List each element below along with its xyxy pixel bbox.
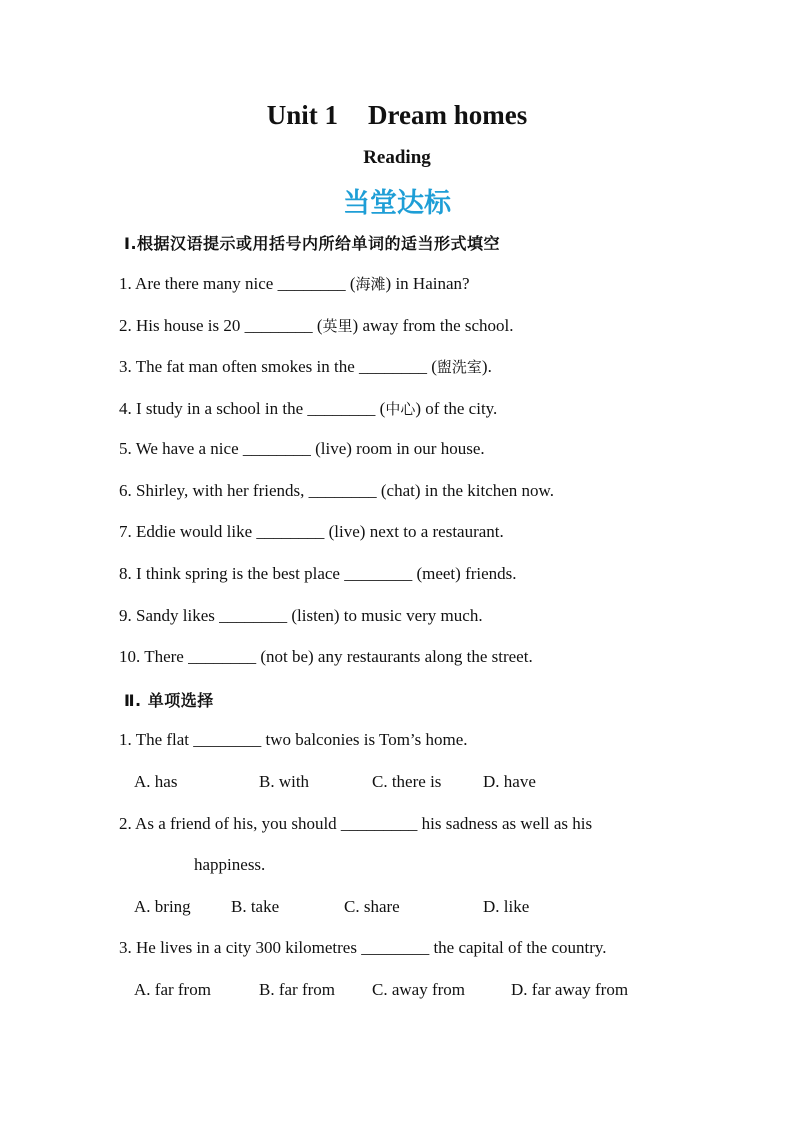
fill-item-2: 2. His house is 20 ________ (英里) away from the school. [119,316,514,335]
mc-question-3: 3. He lives in a city 300 kilometres ________ the capital of the country. [119,938,607,957]
hint-text: 中心 [385,400,416,418]
page-subtitle: Reading [363,147,431,168]
option-a: A. has [134,772,178,791]
option-d: D. like [483,897,530,916]
fill-item-1: 1. Are there many nice ________ (海滩) in Hainan? [119,274,470,293]
section-2-heading: Ⅱ. 单项选择 [124,691,214,710]
fill-item-4: 4. I study in a school in the ________ (中心) of the city. [119,399,498,418]
hint-text: 英里 [322,317,353,335]
hint-text: 海滩 [355,275,386,293]
fill-item-10: 10. There ________ (not be) any restaurants along the street. [119,647,533,666]
option-d: D. far away from [511,980,629,999]
option-b: B. with [259,772,310,791]
option-b: B. take [231,897,280,916]
mc-question-2: 2. As a friend of his, you should _________ his sadness as well as his [119,814,593,833]
section-banner: 当堂达标 [343,188,451,219]
mc-question-1: 1. The flat ________ two balconies is Tom’s home. [119,730,468,749]
option-a: A. bring [134,897,191,916]
fill-item-8: 8. I think spring is the best place ________ (meet) friends. [119,564,517,583]
page-title [0,100,794,131]
hint-text: 盥洗室 [436,358,482,376]
title-unit: Unit 1 [266,100,339,130]
fill-item-3: 3. The fat man often smokes in the ________ (盥洗室). [119,357,492,376]
mc-question-2-continued: happiness. [194,855,266,874]
title-topic: Dream homes [368,100,528,130]
option-c: C. share [344,897,400,916]
option-c: C. there is [372,772,442,791]
option-d: D. have [483,772,536,791]
fill-item-9: 9. Sandy likes ________ (listen) to music very much. [119,606,483,625]
fill-item-7: 7. Eddie would like ________ (live) next to a restaurant. [119,522,504,541]
option-c: C. away from [372,980,466,999]
fill-item-5: 5. We have a nice ________ (live) room in our house. [119,439,485,458]
option-a: A. far from [134,980,211,999]
section-1-heading: Ⅰ.根据汉语提示或用括号内所给单词的适当形式填空 [124,234,501,253]
fill-item-6: 6. Shirley, with her friends, ________ (chat) in the kitchen now. [119,481,554,500]
option-b: B. far from [259,980,336,999]
